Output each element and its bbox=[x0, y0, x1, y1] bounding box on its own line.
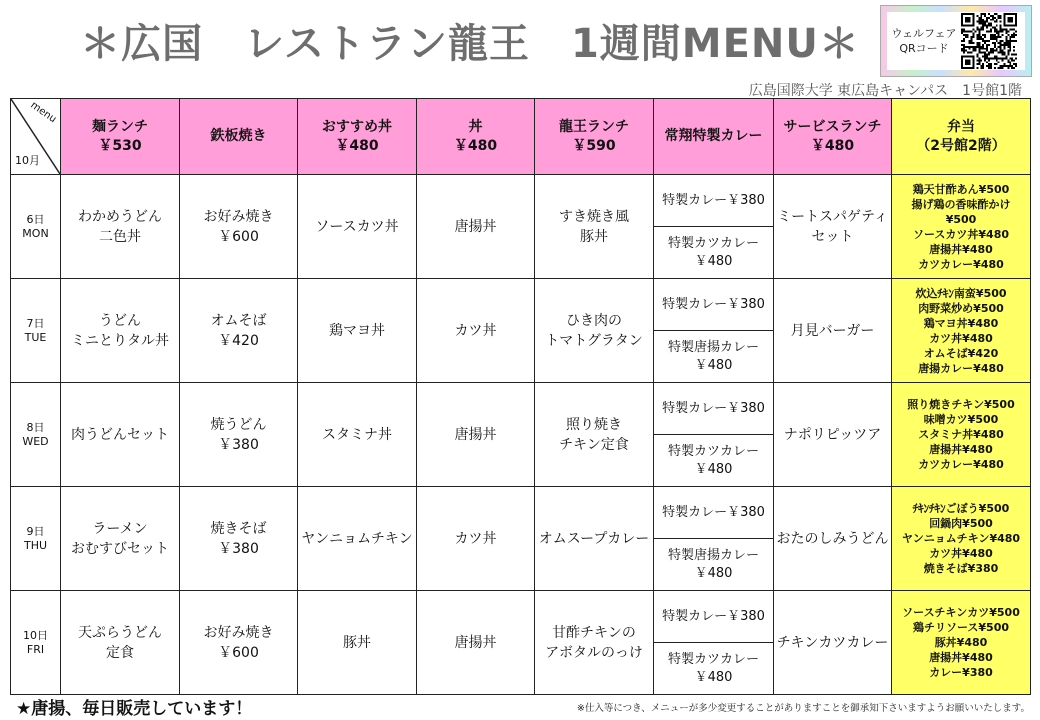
bento-cell-line: カツカレー¥480 bbox=[918, 257, 1004, 271]
teppan-cell-line: ￥600 bbox=[218, 644, 259, 661]
don-cell bbox=[417, 175, 535, 279]
curry-b-line: ￥480 bbox=[694, 253, 733, 269]
bento-cell-line: ソースカツ丼¥480 bbox=[912, 227, 1010, 241]
column-name: 常翔特製カレー bbox=[664, 128, 763, 144]
bento-cell bbox=[892, 591, 1031, 695]
column-name: サービスランチ bbox=[783, 118, 882, 135]
column-name: 丼 bbox=[468, 118, 483, 135]
ryuo-lunch-cell-line: 照り焼き bbox=[566, 416, 622, 433]
column-price: ￥480 bbox=[335, 137, 379, 154]
bento-cell-line: 鶏マヨ丼¥480 bbox=[923, 316, 999, 330]
ryuo-lunch-cell-line: チキン定食 bbox=[559, 436, 629, 453]
don-cell-line: カツ丼 bbox=[454, 530, 497, 547]
day-row bbox=[11, 175, 1031, 227]
curry-a-cell bbox=[654, 175, 774, 227]
bento-cell-line: 唐揚丼¥480 bbox=[929, 242, 993, 256]
don-cell bbox=[417, 383, 535, 487]
teppan-cell bbox=[180, 383, 298, 487]
service-lunch-cell-line: 月見バーガー bbox=[790, 322, 875, 339]
teppan-cell-line: お好み焼き bbox=[203, 208, 274, 225]
osusume-don-cell bbox=[298, 591, 417, 695]
bento-cell-line: 鶏チリソース¥500 bbox=[912, 621, 1010, 634]
service-lunch-cell-line: おたのしみうどん bbox=[776, 530, 889, 547]
column-header bbox=[892, 99, 1031, 175]
bento-cell-line: 豚丼¥480 bbox=[934, 636, 988, 649]
day-dow: MON bbox=[22, 226, 49, 240]
curry-b-line: ￥480 bbox=[694, 669, 733, 685]
service-lunch-cell-line: セット bbox=[811, 228, 854, 245]
day-date: 10日 bbox=[23, 628, 48, 642]
column-name: 麺ランチ bbox=[92, 118, 148, 135]
day-date: 6日 bbox=[26, 212, 45, 226]
teppan-cell-line: 焼きそば bbox=[210, 520, 267, 537]
men-lunch-cell-line: 定食 bbox=[106, 644, 134, 661]
osusume-don-cell bbox=[298, 175, 417, 279]
qr-label-line-2: QRコード bbox=[899, 42, 949, 55]
bento-cell-line: カレー¥380 bbox=[929, 666, 993, 679]
bento-cell-line: 味噌カツ¥500 bbox=[923, 413, 999, 426]
bento-cell-line: 照り焼きチキン¥500 bbox=[907, 398, 1015, 411]
men-lunch-cell-line: うどん bbox=[99, 312, 141, 329]
don-cell-line: 唐揚丼 bbox=[454, 218, 497, 235]
ryuo-lunch-cell bbox=[535, 487, 654, 591]
bento-cell-line: 唐揚丼¥480 bbox=[929, 651, 993, 664]
men-lunch-cell-line: おむすびセット bbox=[71, 540, 169, 557]
curry-a-line: 特製カレー￥380 bbox=[662, 192, 765, 208]
bento-cell-line: 炊込ﾁｷﾝ南蛮¥500 bbox=[915, 286, 1007, 300]
curry-a-line: 特製カレー￥380 bbox=[662, 504, 765, 520]
day-date: 7日 bbox=[26, 316, 45, 330]
curry-a-cell bbox=[654, 487, 774, 539]
campus-location: 広島国際大学 東広島キャンパス 1号館1階 bbox=[748, 83, 1022, 99]
curry-a-cell bbox=[654, 383, 774, 435]
curry-b-cell bbox=[654, 435, 774, 487]
bento-cell-line: 揚げ鶏の香味酢かけ bbox=[911, 197, 1011, 211]
bento-cell bbox=[892, 279, 1031, 383]
teppan-cell bbox=[180, 279, 298, 383]
teppan-cell-line: ￥420 bbox=[218, 332, 259, 349]
men-lunch-cell-line: ミニとりタル丼 bbox=[71, 332, 169, 349]
bento-cell-line: カツ丼¥480 bbox=[929, 331, 993, 345]
day-row bbox=[11, 383, 1031, 435]
teppan-cell-line: オムそば bbox=[210, 312, 267, 329]
bento-cell-line: スタミナ丼¥480 bbox=[918, 428, 1004, 441]
service-lunch-cell bbox=[774, 279, 892, 383]
column-header bbox=[298, 99, 417, 175]
page-title: ＊広国 レストラン龍王 1週間MENU＊ bbox=[80, 21, 860, 67]
qr-code-panel bbox=[880, 5, 1032, 77]
bento-cell-line: 回鍋肉¥500 bbox=[929, 517, 993, 530]
teppan-cell bbox=[180, 591, 298, 695]
day-dow: WED bbox=[22, 434, 49, 448]
ryuo-lunch-cell-line: オムスープカレー bbox=[538, 530, 650, 547]
bento-cell-line: 肉野菜炒め¥500 bbox=[918, 301, 1004, 315]
day-dow: TUE bbox=[24, 330, 47, 344]
day-label bbox=[11, 591, 61, 695]
teppan-cell-line: ￥380 bbox=[218, 436, 259, 453]
curry-b-line: ￥480 bbox=[694, 357, 733, 373]
day-date: 9日 bbox=[26, 524, 45, 538]
teppan-cell-line: ￥380 bbox=[218, 540, 259, 557]
curry-a-line: 特製カレー￥380 bbox=[662, 296, 765, 312]
curry-b-line: ￥480 bbox=[694, 461, 733, 477]
ryuo-lunch-cell-line: アボタルのっけ bbox=[545, 644, 643, 661]
qr-label bbox=[891, 26, 957, 56]
day-label bbox=[11, 279, 61, 383]
don-cell bbox=[417, 591, 535, 695]
column-header bbox=[417, 99, 535, 175]
teppan-cell-line: お好み焼き bbox=[203, 624, 274, 641]
don-cell-line: 唐揚丼 bbox=[454, 426, 497, 443]
osusume-don-cell-line: ソースカツ丼 bbox=[315, 218, 399, 235]
ryuo-lunch-cell bbox=[535, 591, 654, 695]
bento-cell bbox=[892, 383, 1031, 487]
curry-b-line: 特製カツカレー bbox=[667, 443, 759, 459]
ryuo-lunch-cell-line: ひき肉の bbox=[566, 312, 622, 329]
curry-a-line: 特製カレー￥380 bbox=[662, 608, 765, 624]
service-lunch-cell bbox=[774, 175, 892, 279]
bento-cell-line: カツカレー¥480 bbox=[918, 458, 1004, 471]
men-lunch-cell-line: ラーメン bbox=[92, 520, 148, 537]
day-row bbox=[11, 487, 1031, 539]
corner-month-label: 10月 bbox=[15, 154, 40, 167]
column-header bbox=[654, 99, 774, 175]
bento-cell-line: ソースチキンカツ¥500 bbox=[902, 606, 1020, 619]
ryuo-lunch-cell-line: トマトグラタン bbox=[545, 332, 643, 349]
bento-cell-line: 唐揚カレー¥480 bbox=[918, 361, 1004, 375]
column-header bbox=[535, 99, 654, 175]
day-dow: THU bbox=[23, 538, 48, 552]
curry-b-line: 特製唐揚カレー bbox=[667, 339, 759, 355]
column-price: （2号館2階） bbox=[916, 137, 1006, 154]
ryuo-lunch-cell-line: 甘酢チキンの bbox=[552, 624, 636, 641]
ryuo-lunch-cell-line: すき焼き風 bbox=[559, 208, 629, 225]
bento-cell bbox=[892, 487, 1031, 591]
day-label bbox=[11, 487, 61, 591]
weekly-menu-table bbox=[10, 98, 1031, 695]
osusume-don-cell-line: スタミナ丼 bbox=[322, 426, 392, 443]
karaage-notice: ★唐揚、毎日販売しています！ bbox=[16, 699, 253, 719]
curry-b-cell bbox=[654, 643, 774, 695]
column-name: 龍王ランチ bbox=[559, 118, 629, 135]
service-lunch-cell-line: ナポリピッツア bbox=[783, 426, 882, 443]
osusume-don-cell-line: 鶏マヨ丼 bbox=[329, 322, 385, 339]
curry-b-line: ￥480 bbox=[694, 565, 733, 581]
curry-b-cell bbox=[654, 331, 774, 383]
column-name: 鉄板焼き bbox=[210, 128, 267, 144]
curry-b-line: 特製カツカレー bbox=[667, 235, 759, 251]
qr-label-line-1: ウェルフェア bbox=[891, 27, 957, 40]
curry-a-line: 特製カレー￥380 bbox=[662, 400, 765, 416]
day-label bbox=[11, 383, 61, 487]
column-header bbox=[774, 99, 892, 175]
ryuo-lunch-cell-line: 豚丼 bbox=[580, 228, 608, 245]
curry-b-cell bbox=[654, 539, 774, 591]
bento-cell-line: オムそば¥420 bbox=[923, 346, 999, 360]
osusume-don-cell bbox=[298, 279, 417, 383]
men-lunch-cell bbox=[61, 591, 180, 695]
corner-menu-label: menu bbox=[28, 99, 59, 126]
curry-b-line: 特製唐揚カレー bbox=[667, 547, 759, 563]
men-lunch-cell bbox=[61, 279, 180, 383]
header-row bbox=[11, 99, 1031, 175]
corner-cell bbox=[11, 99, 61, 175]
men-lunch-cell bbox=[61, 487, 180, 591]
qr-inner bbox=[887, 12, 1025, 70]
men-lunch-cell bbox=[61, 383, 180, 487]
day-row bbox=[11, 279, 1031, 331]
column-header bbox=[180, 99, 298, 175]
teppan-cell bbox=[180, 487, 298, 591]
column-name: 弁当 bbox=[947, 118, 975, 135]
men-lunch-cell-line: 天ぷらうどん bbox=[78, 624, 162, 641]
bento-cell-line: 焼きそば¥380 bbox=[923, 562, 999, 575]
day-dow: FRI bbox=[26, 642, 45, 656]
don-cell-line: 唐揚丼 bbox=[454, 634, 497, 651]
column-price: ￥480 bbox=[810, 137, 855, 154]
bento-cell-line: ¥500 bbox=[945, 212, 977, 226]
bento-cell-line: ヤンニョムチキン¥480 bbox=[901, 532, 1021, 545]
service-lunch-cell-line: チキンカツカレー bbox=[776, 634, 889, 651]
qr-code-icon[interactable] bbox=[961, 13, 1017, 69]
ryuo-lunch-cell bbox=[535, 175, 654, 279]
column-price: ￥530 bbox=[98, 137, 142, 154]
day-label bbox=[11, 175, 61, 279]
day-date: 8日 bbox=[26, 420, 45, 434]
service-lunch-cell bbox=[774, 487, 892, 591]
curry-a-cell bbox=[654, 279, 774, 331]
men-lunch-cell-line: わかめうどん bbox=[78, 208, 162, 225]
men-lunch-cell-line: 肉うどんセット bbox=[71, 426, 169, 443]
osusume-don-cell-line: ヤンニョムチキン bbox=[301, 530, 413, 547]
service-lunch-cell-line: ミートスパゲティ bbox=[777, 208, 888, 225]
bento-cell-line: 鶏天甘酢あん¥500 bbox=[912, 182, 1010, 196]
don-cell-line: カツ丼 bbox=[454, 322, 497, 339]
column-header bbox=[61, 99, 180, 175]
don-cell bbox=[417, 279, 535, 383]
teppan-cell bbox=[180, 175, 298, 279]
osusume-don-cell-line: 豚丼 bbox=[343, 634, 371, 651]
ryuo-lunch-cell bbox=[535, 279, 654, 383]
bento-cell-line: 唐揚丼¥480 bbox=[929, 443, 993, 456]
curry-b-cell bbox=[654, 227, 774, 279]
column-price: ￥480 bbox=[453, 137, 498, 154]
bento-cell bbox=[892, 175, 1031, 279]
curry-a-cell bbox=[654, 591, 774, 643]
column-price: ￥590 bbox=[572, 137, 616, 154]
service-lunch-cell bbox=[774, 591, 892, 695]
curry-b-line: 特製カツカレー bbox=[667, 651, 759, 667]
day-row bbox=[11, 591, 1031, 643]
teppan-cell-line: 焼うどん bbox=[210, 416, 267, 433]
osusume-don-cell bbox=[298, 383, 417, 487]
disclaimer-note: ※仕入等につき、メニューが多少変更することがありますことを御承知下さいますようお願いいたします。 bbox=[576, 703, 1030, 714]
don-cell bbox=[417, 487, 535, 591]
men-lunch-cell-line: 二色丼 bbox=[99, 228, 141, 245]
teppan-cell-line: ￥600 bbox=[218, 228, 259, 245]
men-lunch-cell bbox=[61, 175, 180, 279]
bento-cell-line: ﾁｷﾝﾁｷﾝごぼう¥500 bbox=[912, 502, 1010, 515]
ryuo-lunch-cell bbox=[535, 383, 654, 487]
bento-cell-line: カツ丼¥480 bbox=[929, 547, 993, 560]
service-lunch-cell bbox=[774, 383, 892, 487]
osusume-don-cell bbox=[298, 487, 417, 591]
column-name: おすすめ丼 bbox=[321, 118, 393, 135]
